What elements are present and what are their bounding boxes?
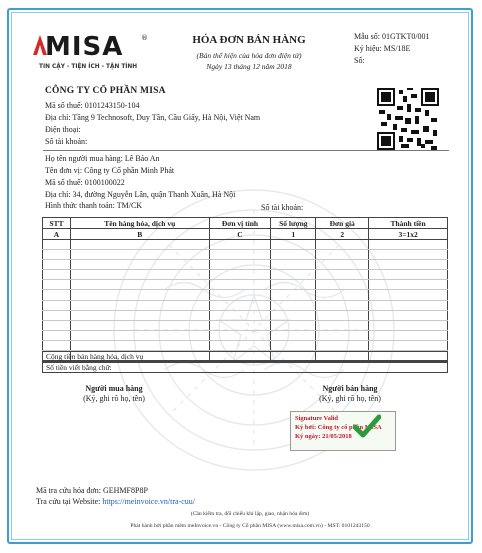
buyer-sign-note: (Ký, ghi rõ họ, tên) <box>83 394 145 403</box>
col-header-price: Đơn giá <box>316 218 369 229</box>
table-row <box>43 240 448 250</box>
qr-code-icon <box>377 88 439 150</box>
table-code-row <box>43 229 448 240</box>
items-table <box>42 217 448 361</box>
buyer-unit: Tên đơn vị: Công ty Cổ phần Minh Phát <box>45 166 175 175</box>
form-number: Mẫu số: 01GTKT0/001 <box>354 32 430 41</box>
misa-logo <box>31 30 151 74</box>
buyer-tax-code: Mã số thuế: 0100100022 <box>45 178 125 187</box>
table-row <box>43 330 448 340</box>
logo-registered: ® <box>141 34 148 42</box>
invoice-sheet <box>7 8 473 544</box>
signature-signer: Ký bởi: Công ty cổ phần MISA <box>295 423 382 431</box>
buyer-account: Số tài khoản: <box>261 203 304 212</box>
seller-sign-title: Người bán hàng <box>322 384 378 393</box>
table-row <box>43 270 448 280</box>
buyer-name: Họ tên người mua hàng: Lê Bảo An <box>45 154 160 163</box>
col-header-unit: Đơn vị tính <box>209 218 271 229</box>
invoice-symbol: Ký hiệu: MS/18E <box>354 44 411 53</box>
col-header-amount: Thành tiền <box>369 218 448 229</box>
lookup-site-link[interactable]: https://meinvoice.vn/tra-cuu/ <box>102 497 196 506</box>
table-row <box>43 300 448 310</box>
table-row <box>43 290 448 300</box>
code-name: B <box>70 229 209 240</box>
invoice-subtitle: (Bản thể hiện của hóa đơn điện tử) <box>196 51 302 60</box>
table-row <box>43 250 448 260</box>
lookup-site-label: Tra cứu tại Website: <box>36 497 101 506</box>
table-row <box>43 320 448 330</box>
divider-seller <box>43 150 449 151</box>
table-row <box>43 310 448 320</box>
code-amount: 3=1x2 <box>369 229 448 240</box>
code-qty: 1 <box>271 229 316 240</box>
check-mark-icon <box>353 414 381 438</box>
logo-tagline: TIN CẬY - TIỆN ÍCH - TẬN TÌNH <box>39 64 138 70</box>
signature-valid-label: Signature Valid <box>295 415 339 422</box>
seller-tax-code: Mã số thuế: 0101243150-104 <box>45 101 140 110</box>
seller-account: Số tài khoản: <box>45 137 88 146</box>
table-row <box>43 340 448 350</box>
table-row <box>43 260 448 270</box>
buyer-payment: Hình thức thanh toán: TM/CK <box>45 201 143 210</box>
amount-in-words-row: Số tiền viết bằng chữ: <box>42 362 448 373</box>
col-header-qty: Số lượng <box>271 218 316 229</box>
code-unit: C <box>209 229 271 240</box>
lookup-site <box>36 497 195 506</box>
col-header-stt: STT <box>43 218 71 229</box>
table-row <box>43 280 448 290</box>
invoice-title: HÓA ĐƠN BÁN HÀNG <box>192 34 306 46</box>
total-row: Cộng tiền bán hàng hóa, dịch vụ <box>42 351 448 362</box>
code-stt: A <box>43 229 71 240</box>
signature-date: Ký ngày: 21/05/2018 <box>295 432 352 440</box>
seller-sign-note: (Ký, ghi rõ họ, tên) <box>319 394 381 403</box>
seller-phone: Điện thoại: <box>45 125 81 134</box>
code-price: 2 <box>316 229 369 240</box>
table-header-row <box>43 218 448 229</box>
seller-name: CÔNG TY CỔ PHẦN MISA <box>45 86 166 96</box>
invoice-number: Số: <box>354 56 365 65</box>
publisher-note: Phát hành bởi phần mềm meInvoice.vn - Công ty Cổ phần MISA (www.misa.com.vn) - MST: 0101243150 <box>130 523 370 529</box>
logo-word: MISA <box>45 32 124 62</box>
buyer-address: Địa chỉ: 34, đường Nguyễn Lân, quận Thanh Xuân, Hà Nội <box>45 190 236 199</box>
invoice-date: Ngày 13 tháng 12 năm 2018 <box>206 62 292 71</box>
lookup-code: Mã tra cứu hóa đơn: GEHMF8P8P <box>36 486 148 495</box>
seller-address: Địa chỉ: Tầng 9 Technosoft, Duy Tân, Cầu Giấy, Hà Nội, Việt Nam <box>45 113 261 122</box>
col-header-name: Tên hàng hóa, dịch vụ <box>70 218 209 229</box>
buyer-sign-title: Người mua hàng <box>85 384 143 393</box>
check-note: (Cần kiểm tra, đối chiếu khi lập, giao, nhận hóa đơn) <box>190 511 310 517</box>
